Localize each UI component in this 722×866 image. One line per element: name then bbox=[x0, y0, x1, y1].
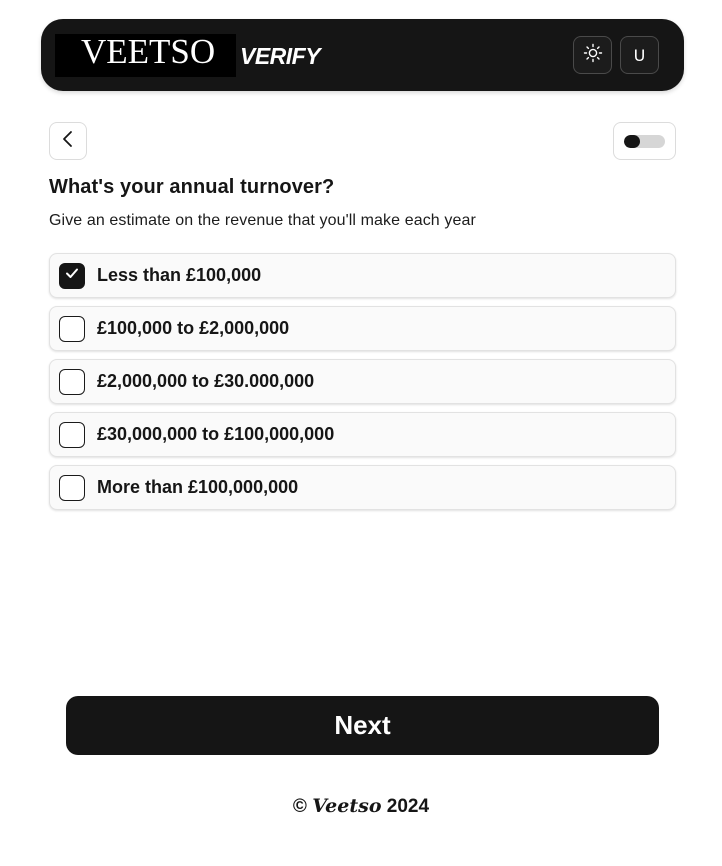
progress-indicator bbox=[613, 122, 676, 160]
option-100k-to-2m[interactable] bbox=[49, 306, 676, 351]
sun-icon bbox=[583, 43, 603, 68]
option-30m-to-100m[interactable] bbox=[49, 412, 676, 457]
back-button[interactable] bbox=[49, 122, 87, 160]
footer-year: 2024 bbox=[386, 796, 430, 817]
next-button[interactable]: Next bbox=[66, 696, 659, 755]
option-checkbox[interactable] bbox=[59, 475, 85, 501]
progress-track bbox=[624, 135, 665, 148]
progress-fill bbox=[624, 135, 640, 148]
theme-toggle-button[interactable] bbox=[573, 36, 612, 74]
turnover-options bbox=[49, 253, 676, 518]
option-label: More than £100,000,000 bbox=[97, 477, 299, 497]
question-subtitle: Give an estimate on the revenue that you'll make each year bbox=[49, 212, 476, 229]
footer bbox=[0, 795, 722, 818]
option-less-than-100k[interactable] bbox=[49, 253, 676, 298]
option-checkbox[interactable] bbox=[59, 263, 85, 289]
footer-brand: Veetso bbox=[312, 795, 382, 817]
option-2m-to-30m[interactable] bbox=[49, 359, 676, 404]
checkmark-icon bbox=[64, 265, 80, 286]
product-name: VERIFY bbox=[240, 43, 321, 69]
chevron-left-icon bbox=[61, 130, 75, 153]
question-title: What's your annual turnover? bbox=[49, 176, 335, 198]
option-checkbox[interactable] bbox=[59, 316, 85, 342]
option-label: £30,000,000 to £100,000,000 bbox=[97, 424, 335, 444]
veetso-logo[interactable] bbox=[55, 34, 236, 77]
option-checkbox[interactable] bbox=[59, 422, 85, 448]
user-initial: U bbox=[633, 45, 646, 65]
option-more-than-100m[interactable] bbox=[49, 465, 676, 510]
user-menu-button[interactable] bbox=[620, 36, 659, 74]
logo-text: VEETSO bbox=[81, 34, 216, 71]
option-label: £2,000,000 to £30.000,000 bbox=[97, 371, 315, 391]
option-checkbox[interactable] bbox=[59, 369, 85, 395]
option-label: Less than £100,000 bbox=[97, 265, 262, 285]
copyright-symbol: © bbox=[292, 796, 307, 817]
app-header bbox=[41, 19, 684, 91]
option-label: £100,000 to £2,000,000 bbox=[97, 318, 290, 338]
